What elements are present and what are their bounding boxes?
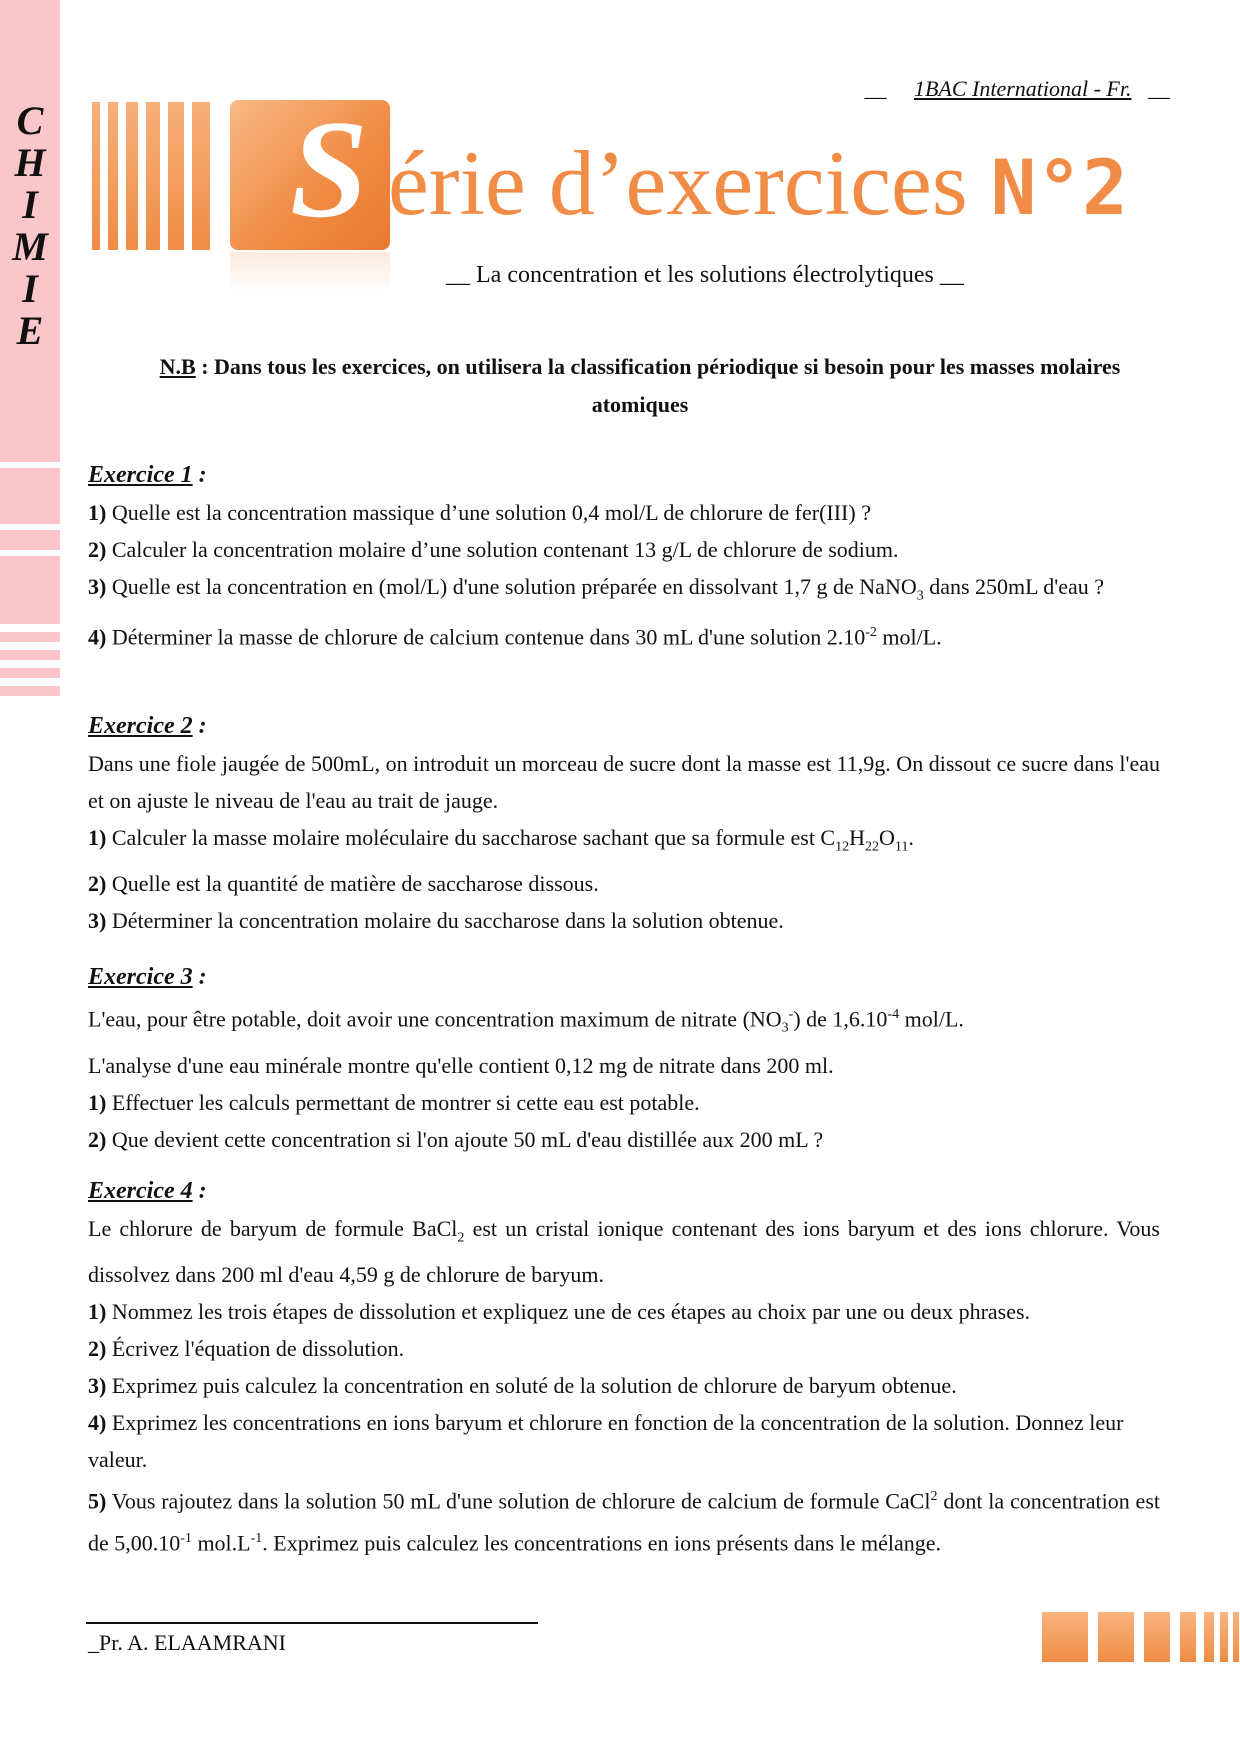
question-number: 4) [88, 1410, 107, 1436]
deco-bar [108, 102, 118, 250]
question [88, 1367, 1160, 1404]
question-number: 3) [88, 1373, 107, 1399]
question-text: Calculer la masse molaire moléculaire du saccharose sachant que sa formule est C [106, 825, 836, 850]
question-text: mol.L [191, 1530, 251, 1556]
question-number: 2) [88, 1336, 107, 1362]
deco-bar [146, 102, 160, 250]
footer-decoration [1042, 1612, 1240, 1662]
statement-text: L'eau, pour être potable, doit avoir une concentration maximum de nitrate (NO [88, 1006, 782, 1032]
footer-divider [86, 1622, 538, 1624]
exercise-intro [88, 1210, 1160, 1293]
question [88, 1330, 1160, 1367]
question [88, 865, 1160, 902]
exercise-title-colon: : [192, 964, 207, 990]
question-text: Quelle est la concentration massique d’une solution 0,4 mol/L de chlorure de fer(III) ? [106, 500, 871, 525]
intro-text: est un cristal ionique contenant des ions baryum et des ions chlorure. Vous dissolvez dans 200 ml d'eau 4,59 g de chlorure de baryum. [88, 1216, 1160, 1288]
question [88, 531, 1160, 568]
title-box-reflection [230, 252, 390, 292]
footer-author: _Pr. A. ELAAMRANI [88, 1630, 287, 1655]
subscript: 11 [894, 839, 909, 855]
footer-bar [1204, 1612, 1214, 1662]
superscript: -4 [887, 1007, 900, 1022]
question-number: 3) [88, 908, 107, 934]
formula-element: O [879, 825, 895, 850]
title-text: érie d’exercices [388, 132, 968, 234]
question-number: 4) [88, 624, 107, 650]
question [88, 1404, 1160, 1478]
ref-prefix: __ [864, 76, 887, 101]
superscript: -1 [250, 1530, 263, 1546]
exercise-1 [88, 457, 1160, 656]
sidebar-block [0, 468, 60, 524]
exercise-statement: L'analyse d'une eau minérale montre qu'elle contient 0,12 mg de nitrate dans 200 ml. [88, 1052, 834, 1078]
exercise-2 [88, 708, 1160, 939]
question [88, 1478, 1160, 1561]
exercise-title [88, 1173, 1160, 1210]
footer-bar [1098, 1612, 1134, 1662]
sidebar-stripe [0, 686, 60, 696]
question-text: Exprimez puis calculez la concentration en soluté de la solution de chlorure de baryum obtenue. [106, 1373, 957, 1399]
deco-bar [192, 102, 210, 250]
exercise-statement [88, 996, 1160, 1047]
statement-text: mol/L. [899, 1006, 964, 1032]
question-number: 3) [88, 574, 107, 599]
question-text: . Exprimez puis calculez les concentrations en ions présents dans le mélange. [262, 1530, 941, 1556]
deco-bar [126, 102, 138, 250]
sidebar-block [0, 530, 60, 550]
question-text: Vous rajoutez dans la solution 50 mL d'une solution de chlorure de calcium de formule CaCl [106, 1488, 931, 1514]
class-reference [864, 76, 1170, 102]
question-number: 2) [88, 1126, 107, 1152]
question [88, 614, 1160, 655]
ref-suffix: __ [1148, 76, 1170, 101]
question-number: 2) [88, 537, 107, 562]
question-text: Déterminer la masse de chlorure de calcium contenue dans 30 mL d'une solution 2.10 [106, 624, 866, 650]
superscript: - [788, 1007, 794, 1022]
exercise-title [88, 708, 1160, 745]
question-number: 1) [88, 500, 107, 525]
question-text: Que devient cette concentration si l'on ajoute 50 mL d'eau distillée aux 200 mL ? [106, 1126, 824, 1152]
question-text: Calculer la concentration molaire d’une solution contenant 13 g/L de chlorure de sodium. [106, 537, 899, 562]
subscript: 12 [835, 839, 850, 855]
question-text: Exprimez les concentrations en ions baryum et chlorure en fonction de la concentration de la solution. Donnez leur valeur. [88, 1410, 1124, 1473]
superscript: 2 [930, 1489, 938, 1505]
exercise-title-colon: : [192, 462, 207, 488]
sidebar-letter: H [14, 140, 46, 185]
exercise-title [88, 959, 1160, 996]
exercise-3 [88, 959, 1160, 1158]
subscript: 3 [916, 588, 924, 604]
exercise-title-text: Exercice 3 [88, 964, 193, 990]
title-decoration [92, 102, 222, 250]
note-block [140, 348, 1140, 424]
note-label: N.B [159, 354, 196, 379]
series-number: N°2 [990, 143, 1128, 232]
question-number: 1) [88, 1299, 107, 1325]
footer-bar [1042, 1612, 1088, 1662]
question-text: Effectuer les calculs permettant de montrer si cette eau est potable. [106, 1089, 700, 1115]
question-number: 2) [88, 871, 107, 897]
sidebar-stripe [0, 632, 60, 642]
intro-text: Le chlorure de baryum de formule BaCl [88, 1216, 458, 1241]
sidebar-letter: E [16, 308, 44, 353]
deco-bar [92, 102, 100, 250]
page-title [388, 128, 1128, 243]
exercise-title-text: Exercice 1 [88, 462, 193, 488]
exercise-title-text: Exercice 4 [88, 1178, 193, 1204]
formula-element: H [849, 825, 865, 850]
question-text: Quelle est la quantité de matière de saccharose dissous. [106, 871, 599, 897]
sidebar-letter: M [12, 224, 48, 269]
subscript: 3 [781, 1020, 789, 1036]
question [88, 1084, 1160, 1121]
superscript: -1 [180, 1530, 192, 1546]
sidebar-block [0, 556, 60, 624]
footer-bar [1233, 1612, 1239, 1662]
question-text: . [908, 825, 914, 850]
sidebar-stripe [0, 668, 60, 678]
exercise-intro: Dans une fiole jaugée de 500mL, on introduit un morceau de sucre dont la masse est 11,9g. On dissout ce sucre dans l'eau et on ajuste le niveau de l'eau au trait de jauge. [88, 751, 1160, 813]
sidebar-letter: C [16, 98, 44, 143]
question [88, 902, 1160, 939]
exercise-title-colon: : [192, 1178, 207, 1204]
exercise-title-text: Exercice 2 [88, 713, 193, 739]
ref-label: 1BAC International - Fr. [913, 76, 1132, 101]
chimie-sidebar [0, 0, 60, 1754]
question-text: dans 250mL d'eau ? [923, 574, 1105, 599]
exercise-4 [88, 1173, 1160, 1561]
exercise-title-colon: : [192, 713, 207, 739]
superscript: -2 [865, 625, 877, 641]
question-number: 1) [88, 1089, 107, 1115]
chimie-vertical-label [0, 100, 60, 352]
question [88, 1121, 1160, 1158]
sidebar-letter: I [22, 266, 38, 311]
title-initial: S [290, 92, 368, 247]
question-text: Quelle est la concentration en (mol/L) d'une solution préparée en dissolvant 1,7 g de NaNO [106, 574, 917, 599]
question [88, 1293, 1160, 1330]
page-subtitle: __ La concentration et les solutions électrolytiques __ [446, 262, 964, 288]
question [88, 819, 1160, 865]
footer-bar [1144, 1612, 1170, 1662]
question-text: Écrivez l'équation de dissolution. [106, 1336, 405, 1362]
question [88, 568, 1160, 614]
subscript: 22 [865, 839, 879, 855]
footer-bar [1180, 1612, 1196, 1662]
question-text: dont la concentration est de 5,00.10 [88, 1488, 1160, 1556]
statement-text: ) de 1,6.10 [793, 1006, 888, 1032]
sidebar-stripe [0, 650, 60, 660]
note-text: : Dans tous les exercices, on utilisera la classification périodique si besoin pour les masses molaires atomiques [195, 354, 1121, 417]
deco-bar [168, 102, 184, 250]
question-number: 1) [88, 825, 107, 850]
question-text: mol/L. [876, 624, 942, 650]
footer-bar [1220, 1612, 1228, 1662]
question-text: Nommez les trois étapes de dissolution et expliquez une de ces étapes au choix par une ou deux phrases. [106, 1299, 1031, 1325]
question-text: Déterminer la concentration molaire du saccharose dans la solution obtenue. [106, 908, 784, 934]
sidebar-letter: I [22, 182, 38, 227]
subscript: 2 [457, 1230, 465, 1246]
question [88, 494, 1160, 531]
question-number: 5) [88, 1488, 107, 1514]
exercise-title [88, 457, 1160, 494]
